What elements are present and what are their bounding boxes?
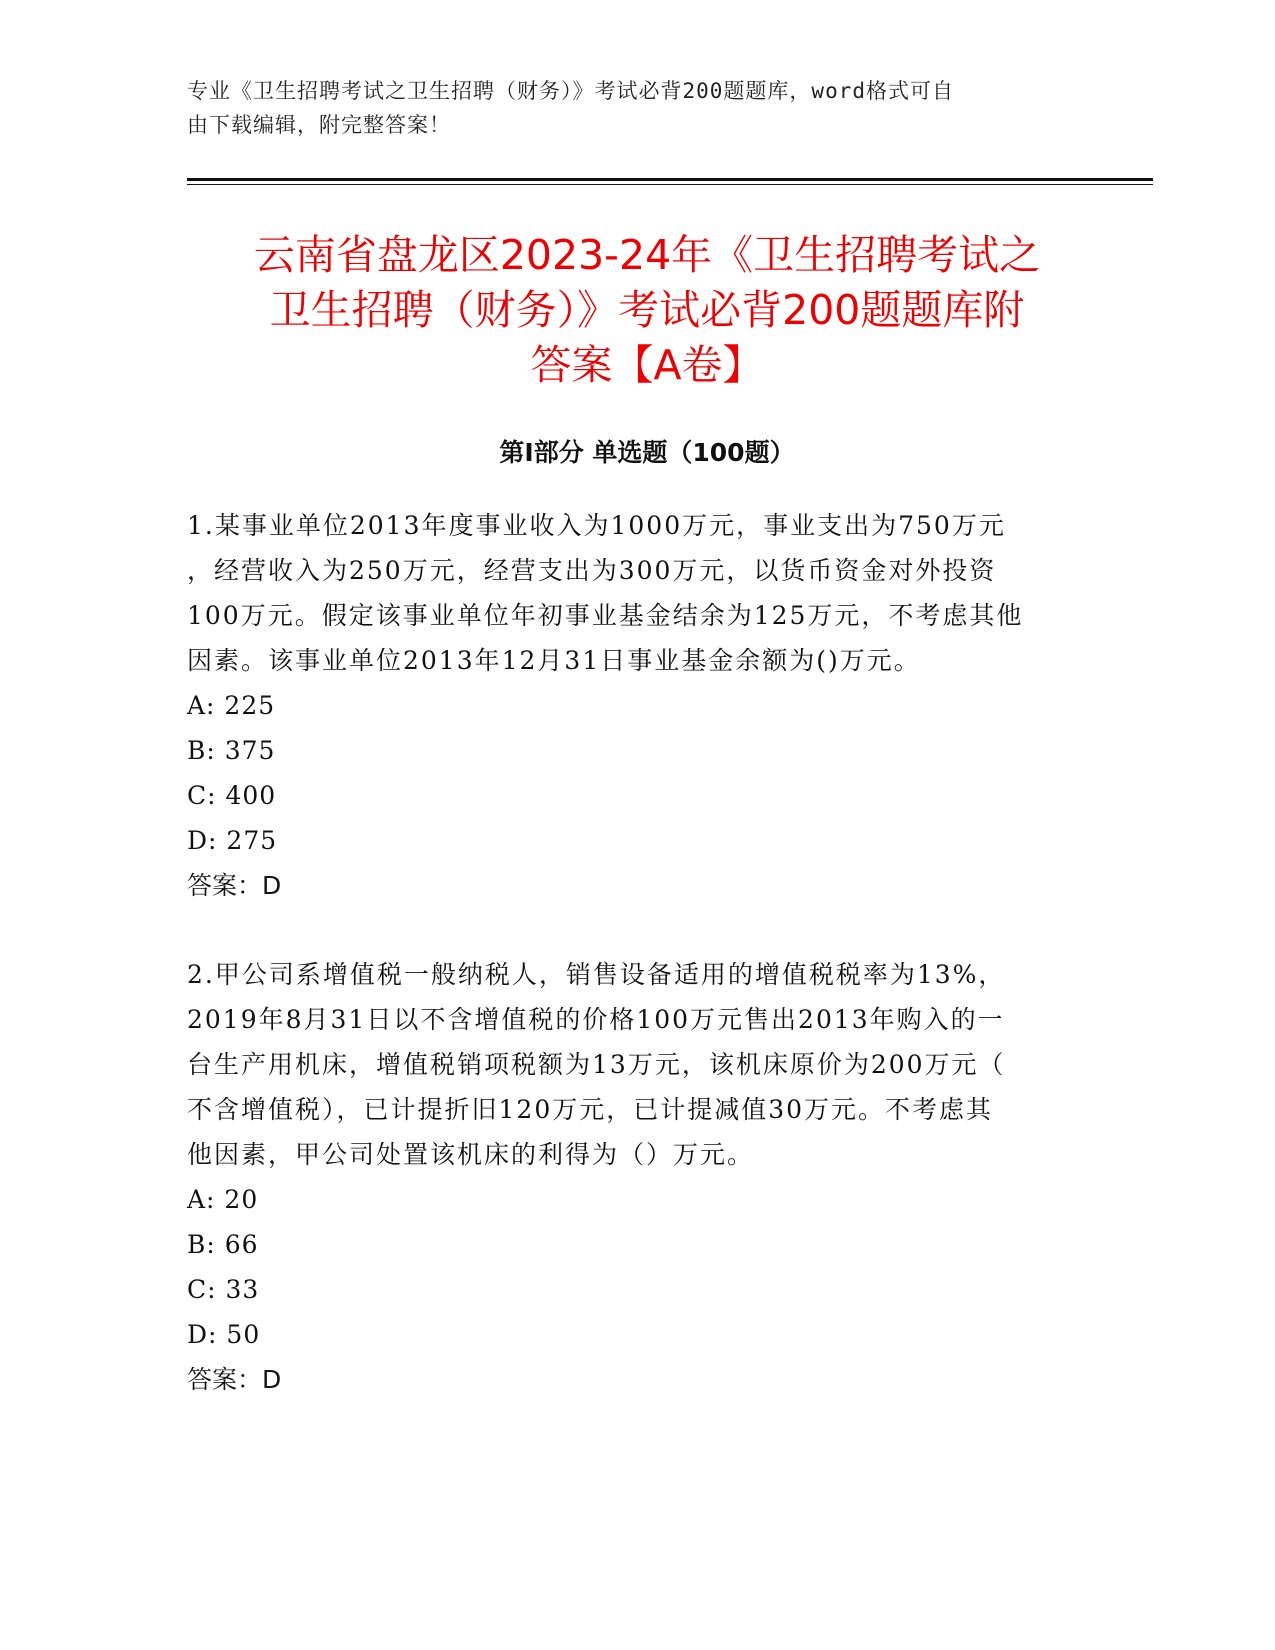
question-option: D: 50	[187, 1320, 261, 1349]
question-option: C: 400	[187, 781, 277, 810]
question-option: C: 33	[187, 1275, 260, 1304]
question-option: A: 225	[187, 691, 276, 720]
question-text-line: 2.甲公司系增值税一般纳税人，销售设备适用的增值税税率为13%，	[187, 960, 1006, 989]
document-title	[187, 228, 1107, 393]
question-text-line: 2019年8月31日以不含增值税的价格100万元售出2013年购入的一	[187, 1005, 1005, 1034]
question-text-line: 1.某事业单位2013年度事业收入为1000万元，事业支出为750万元	[187, 511, 1006, 540]
question-text-line: 100万元。假定该事业单位年初事业基金结余为125万元，不考虑其他	[187, 601, 1024, 630]
question-block	[187, 952, 1087, 1402]
question-text-line: ，经营收入为250万元，经营支出为300万元，以货币资金对外投资	[187, 556, 997, 585]
question-answer: 答案：D	[187, 1365, 282, 1394]
question-answer: 答案：D	[187, 871, 282, 900]
header-note	[187, 74, 1087, 142]
question-option: A: 20	[187, 1185, 259, 1214]
title-line: 卫生招聘（财务）》考试必背200题题库附	[269, 286, 1025, 334]
question-option: B: 66	[187, 1230, 259, 1259]
section-title: 第Ⅰ部分 单选题（100题）	[499, 438, 795, 467]
question-text-line: 他因素，甲公司处置该机床的利得为（）万元。	[187, 1140, 755, 1169]
title-line: 答案【A卷】	[530, 341, 764, 389]
question-text-line: 不含增值税），已计提折旧120万元，已计提减值30万元。不考虑其	[187, 1095, 994, 1124]
header-divider-thin	[187, 184, 1153, 185]
header-note-line: 由下载编辑，附完整答案！	[187, 113, 451, 137]
question-text-line: 台生产用机床，增值税销项税额为13万元，该机床原价为200万元（	[187, 1050, 1006, 1079]
question-option: B: 375	[187, 736, 276, 765]
title-line: 云南省盘龙区2023-24年《卫生招聘考试之	[253, 231, 1041, 279]
question-option: D: 275	[187, 826, 278, 855]
question-text-line: 因素。该事业单位2013年12月31日事业基金余额为()万元。	[187, 646, 921, 675]
header-divider	[187, 178, 1153, 181]
question-block	[187, 503, 1087, 908]
header-note-line: 专业《卫生招聘考试之卫生招聘（财务）》考试必背200题题库，word格式可自	[187, 79, 954, 103]
